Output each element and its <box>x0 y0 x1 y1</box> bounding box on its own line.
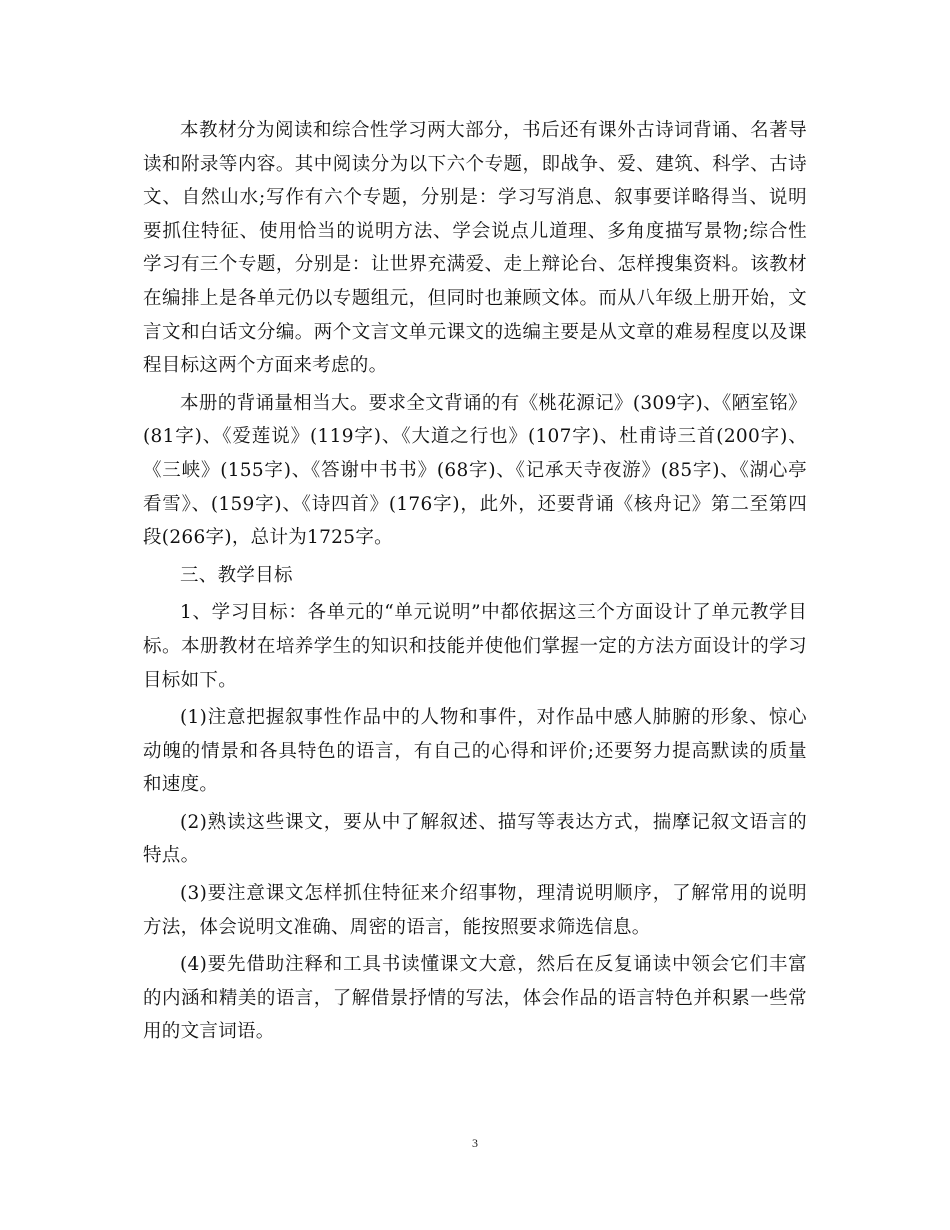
list-item-goal-3: (3)要注意课文怎样抓住特征来介绍事物，理清说明顺序，了解常用的说明方法，体会说明文准确、周密的语言，能按照要求筛选信息。 <box>143 883 807 938</box>
paragraph-learning-goals: 1、学习目标：各单元的“单元说明”中都依据这三个方面设计了单元教学目标。本册教材在培养学生的知识和技能并使他们掌握一定的方法方面设计的学习目标如下。 <box>143 602 807 691</box>
list-item-goal-2: (2)熟读这些课文，要从中了解叙述、描写等表达方式，揣摩记叙文语言的特点。 <box>143 811 807 867</box>
paragraph-textbook-structure: 本教材分为阅读和综合性学习两大部分，书后还有课外古诗词背诵、名著导读和附录等内容。其中阅读分为以下六个专题，即战争、爱、建筑、科学、古诗文、自然山水;写作有六个专题，分别是：学习写消息、叙事要详略得当、说明要抓住特征、使用恰当的说明方法、学会说点儿道理、多角度描写景物;综合性学习有三个专题，分别是：让世界充满爱、走上辩论台、怎样搜集资料。该教材在编排上是各单元仍以专题组元，但同时也兼顾文体。而从八年级上册开始，文言文和白话文分编。两个文言文单元课文的选编主要是从文章的难易程度以及课程目标这两个方面来考虑的。 <box>143 120 807 377</box>
paragraph-recitation: 本册的背诵量相当大。要求全文背诵的有《桃花源记》(309字)、《陋室铭》(81字)、《爱莲说》(119字)、《大道之行也》(107字)、杜甫诗三首(200字)、《三峡》(155字)、《答谢中书书》(68字)、《记承天寺夜游》(85字)、《湖心亭看雪》、(159字)、《诗四首》(176字)，此外，还要背诵《核舟记》第二至第四段(266字)，总计为1725字。 <box>143 392 807 549</box>
body-text <box>143 114 807 1049</box>
page-number: 3 <box>472 1136 478 1150</box>
section-heading-teaching-goals: 三、教学目标 <box>180 564 293 586</box>
list-item-goal-4: (4)要先借助注释和工具书读懂课文大意，然后在反复诵读中领会它们丰富的内涵和精美的语言，了解借景抒情的写法，体会作品的语言特色并积累一些常用的文言词语。 <box>143 954 807 1043</box>
list-item-goal-1: (1)注意把握叙事性作品中的人物和事件，对作品中感人肺腑的形象、惊心动魄的情景和各具特色的语言，有自己的心得和评价;还要努力提高默读的质量和速度。 <box>143 707 807 796</box>
